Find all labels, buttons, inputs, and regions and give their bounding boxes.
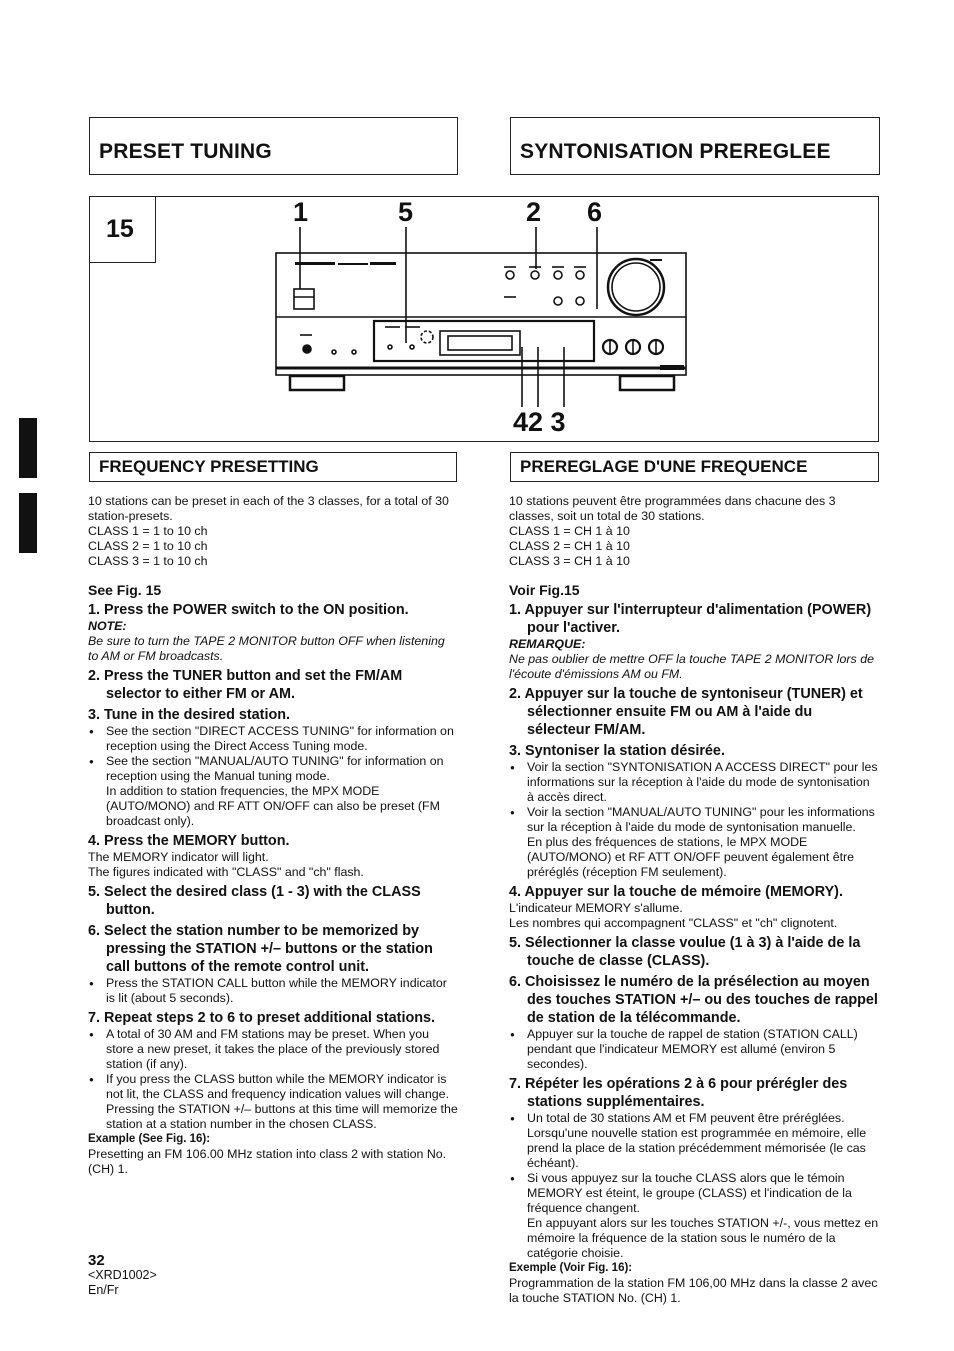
step-6: 6. Select the station number to be memorized by pressing the STATION +/– buttons or the station call buttons of the remote control unit. bbox=[88, 923, 433, 975]
step-3-fr: 3. Syntoniser la station désirée. bbox=[509, 743, 725, 759]
class-line-fr: CLASS 2 = CH 1 à 10 bbox=[509, 539, 630, 553]
bullet: ● Appuyer sur la touche de rappel de station (STATION CALL) pendant que l'indicateur MEMORY est allumé (environ 5 secondes). bbox=[509, 1027, 879, 1072]
step-3-extra: In addition to station frequencies, the MPX MODE (AUTO/MONO) and RF ATT ON/OFF can also be preset (FM broadcast only). bbox=[106, 784, 440, 828]
doc-code: <XRD1002> bbox=[88, 1268, 157, 1282]
step-7-extra: Pressing the STATION +/– buttons at this time will memorize the station at a station number in the chosen CLASS. bbox=[106, 1102, 458, 1131]
step-1: 1. Press the POWER switch to the ON position. bbox=[88, 602, 409, 618]
section-title-fr: PREREGLAGE D'UNE FREQUENCE bbox=[520, 457, 808, 476]
section-title: FREQUENCY PRESETTING bbox=[99, 457, 319, 476]
class-line: CLASS 2 = 1 to 10 ch bbox=[88, 539, 208, 553]
step-4-fr: 4. Appuyer sur la touche de mémoire (MEMORY). bbox=[509, 884, 843, 900]
see-figure: See Fig. 15 bbox=[88, 582, 162, 598]
step-3-bullets bbox=[88, 724, 458, 784]
example-text-fr: Programmation de la station FM 106,00 MHz dans la classe 2 avec la touche STATION No. (CH) 1. bbox=[509, 1276, 878, 1305]
step-6-bullets-fr bbox=[509, 1027, 879, 1072]
step-5-fr: 5. Sélectionner la classe voulue (1 à 3) à l'aide de la touche de classe (CLASS). bbox=[509, 935, 861, 969]
step-6-fr: 6. Choisissez le numéro de la présélection au moyen des touches STATION +/– ou des touches de rappel de station de la télécommande. bbox=[509, 974, 878, 1026]
step-3: 3. Tune in the desired station. bbox=[88, 707, 291, 723]
bullet: ● Un total de 30 stations AM et FM peuvent être préréglées. Lorsqu'une nouvelle station est programmée en mémoire, elle prend la place de la station précédemment mémorisée (le cas échéant). bbox=[509, 1111, 879, 1171]
note-label: NOTE: bbox=[88, 619, 127, 633]
receiver-front-panel-illustration bbox=[90, 197, 880, 443]
step-3-extra-fr: En plus des fréquences de stations, le MPX MODE (AUTO/MONO) et RF ATT ON/OFF peuvent également être préréglés (réception FM seulement). bbox=[527, 835, 855, 879]
example-text: Presetting an FM 106.00 MHz station into class 2 with station No. (CH) 1. bbox=[88, 1147, 447, 1176]
bullet: ● A total of 30 AM and FM stations may be preset. When you store a new preset, it takes the place of the previously stored station (if any). bbox=[88, 1027, 458, 1072]
callout-5: 5 bbox=[398, 197, 414, 227]
callout-6: 6 bbox=[587, 197, 603, 227]
example-label: Example (See Fig. 16): bbox=[88, 1133, 211, 1145]
note-text-fr: Ne pas oublier de mettre OFF la touche TAPE 2 MONITOR lors de l'écoute d'émissions AM ou FM. bbox=[509, 652, 874, 681]
left-column bbox=[88, 494, 458, 1177]
section-tab-marker bbox=[19, 418, 37, 478]
bullet: ● See the section "DIRECT ACCESS TUNING" for information on reception using the Direct Access Tuning mode. bbox=[88, 724, 458, 754]
step-1-fr: 1. Appuyer sur l'interrupteur d'alimentation (POWER) pour l'activer. bbox=[509, 602, 872, 636]
callout-4-2-3: 42 3 bbox=[513, 407, 566, 437]
bullet: ● Press the STATION CALL button while the MEMORY indicator is lit (about 5 seconds). bbox=[88, 976, 458, 1006]
class-line: CLASS 1 = 1 to 10 ch bbox=[88, 524, 208, 538]
language-code: En/Fr bbox=[88, 1283, 119, 1297]
subheader-left bbox=[89, 452, 457, 482]
step-3-bullets-fr bbox=[509, 760, 879, 835]
see-figure-fr: Voir Fig.15 bbox=[509, 582, 580, 598]
step-4-line: The figures indicated with "CLASS" and "ch" flash. bbox=[88, 865, 364, 879]
header-left bbox=[89, 117, 458, 175]
bullet: ● See the section "MANUAL/AUTO TUNING" for information on reception using the Manual tuning mode. bbox=[88, 754, 458, 784]
subheader-right bbox=[510, 452, 879, 482]
footer bbox=[88, 1253, 157, 1298]
right-column bbox=[509, 494, 879, 1306]
step-4: 4. Press the MEMORY button. bbox=[88, 833, 290, 849]
step-4-line-fr: L'indicateur MEMORY s'allume. bbox=[509, 901, 683, 915]
step-4-line: The MEMORY indicator will light. bbox=[88, 850, 269, 864]
note-text: Be sure to turn the TAPE 2 MONITOR button OFF when listening to AM or FM broadcasts. bbox=[88, 634, 445, 663]
step-7-fr: 7. Répéter les opérations 2 à 6 pour prérégler des stations supplémentaires. bbox=[509, 1076, 848, 1110]
figure-number: 15 bbox=[106, 215, 134, 243]
step-5: 5. Select the desired class (1 - 3) with the CLASS button. bbox=[88, 884, 421, 918]
section-tab-marker bbox=[19, 493, 37, 553]
page-number: 32 bbox=[88, 1252, 105, 1269]
bullet: ● If you press the CLASS button while the MEMORY indicator is not lit, the CLASS and frequency indication values will change. bbox=[88, 1072, 458, 1102]
callout-1: 1 bbox=[293, 197, 309, 227]
step-7-bullets bbox=[88, 1027, 458, 1102]
header-right bbox=[510, 117, 880, 175]
intro: 10 stations can be preset in each of the 3 classes, for a total of 30 station-presets. bbox=[88, 494, 449, 523]
example-label-fr: Exemple (Voir Fig. 16): bbox=[509, 1262, 633, 1274]
page-title: PRESET TUNING bbox=[99, 140, 272, 163]
callout-2: 2 bbox=[526, 197, 542, 227]
bullet: ● Voir la section "MANUAL/AUTO TUNING" pour les informations sur la réception à l'aide du mode de syntonisation manuelle. bbox=[509, 805, 879, 835]
bullet: ● Voir la section "SYNTONISATION A ACCESS DIRECT" pour les informations sur la réception à l'aide du mode de syntonisation à accès direct. bbox=[509, 760, 879, 805]
step-2-fr: 2. Appuyer sur la touche de syntoniseur (TUNER) et sélectionner ensuite FM ou AM à l'aide du sélecteur FM/AM. bbox=[509, 686, 863, 738]
note-label-fr: REMARQUE: bbox=[509, 637, 586, 651]
step-2: 2. Press the TUNER button and set the FM/AM selector to either FM or AM. bbox=[88, 668, 403, 702]
page-title-fr: SYNTONISATION PREREGLEE bbox=[520, 140, 831, 163]
class-line-fr: CLASS 1 = CH 1 à 10 bbox=[509, 524, 630, 538]
step-6-bullets bbox=[88, 976, 458, 1006]
intro-fr: 10 stations peuvent être programmées dans chacune des 3 classes, soit un total de 30 stations. bbox=[509, 494, 836, 523]
bullet: ● Si vous appuyez sur la touche CLASS alors que le témoin MEMORY est éteint, le groupe (CLASS) et l'indication de la fréquence changent. bbox=[509, 1171, 879, 1216]
class-line-fr: CLASS 3 = CH 1 à 10 bbox=[509, 554, 630, 568]
step-7: 7. Repeat steps 2 to 6 to preset additional stations. bbox=[88, 1010, 436, 1026]
step-4-line-fr: Les nombres qui accompagnent "CLASS" et "ch" clignotent. bbox=[509, 916, 838, 930]
step-7-bullets-fr bbox=[509, 1111, 879, 1216]
class-line: CLASS 3 = 1 to 10 ch bbox=[88, 554, 208, 568]
figure-15 bbox=[89, 196, 879, 442]
step-7-extra-fr: En appuyant alors sur les touches STATION +/-, vous mettez en mémoire la fréquence de la station sous le numéro de la catégorie choisie. bbox=[527, 1216, 879, 1260]
